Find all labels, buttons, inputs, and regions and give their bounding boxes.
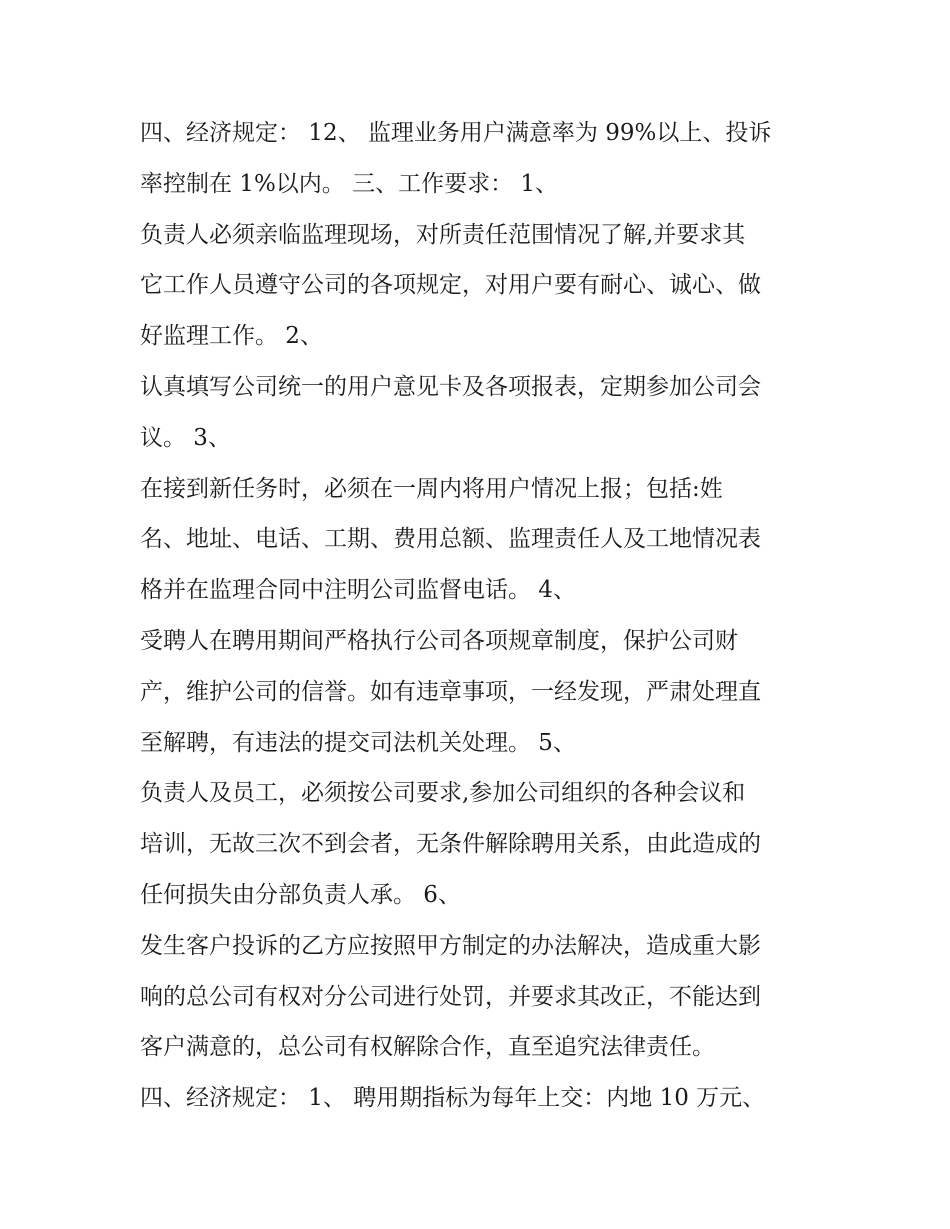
text-line: 负责人必须亲临监理现场，对所责任范围情况了解,并要求其 (140, 221, 746, 248)
text-line: 受聘人在聘用期间严格执行公司各项规章制度，保护公司财 (140, 627, 738, 654)
text-line: 四、经济规定： 12、 监理业务用户满意率为 99%以上、投诉 (140, 120, 772, 146)
text-line: 至解聘，有违法的提交司法机关处理。 5、 (140, 729, 576, 756)
text-line: 客户满意的，总公司有权解除合作，直至追究法律责任。 (140, 1034, 715, 1061)
text-line: 格并在监理合同中注明公司监督电话。 4、 (140, 577, 576, 604)
text-line: 在接到新任务时，必须在一周内将用户情况上报；包括:姓 (140, 475, 723, 502)
document-body (140, 108, 820, 1124)
text-line: 认真填写公司统一的用户意见卡及各项报表，定期参加公司会 (140, 373, 761, 400)
text-line: 负责人及员工，必须按公司要求,参加公司组织的各种会议和 (140, 780, 746, 807)
text-line: 响的总公司有权对分公司进行处罚，并要求其改正，不能达到 (140, 983, 761, 1010)
text-line: 产，维护公司的信誉。如有违章事项，一经发现，严肃处理直 (140, 678, 761, 705)
text-line: 四、经济规定： 1、 聘用期指标为每年上交：内地 10 万元、 (140, 1085, 766, 1112)
text-line: 率控制在 1%以内。 三、工作要求： 1、 (140, 170, 559, 197)
text-line: 议。 3、 (140, 424, 231, 451)
text-line: 任何损失由分部负责人承。 6、 (140, 881, 461, 908)
text-line: 名、地址、电话、工期、费用总额、监理责任人及工地情况表 (140, 526, 761, 553)
text-line: 培训，无故三次不到会者，无条件解除聘用关系，由此造成的 (140, 831, 761, 858)
text-line: 好监理工作。 2、 (140, 323, 323, 350)
text-line: 它工作人员遵守公司的各项规定，对用户要有耐心、诚心、做 (140, 272, 761, 299)
text-line: 发生客户投诉的乙方应按照甲方制定的办法解决，造成重大影 (140, 932, 761, 959)
